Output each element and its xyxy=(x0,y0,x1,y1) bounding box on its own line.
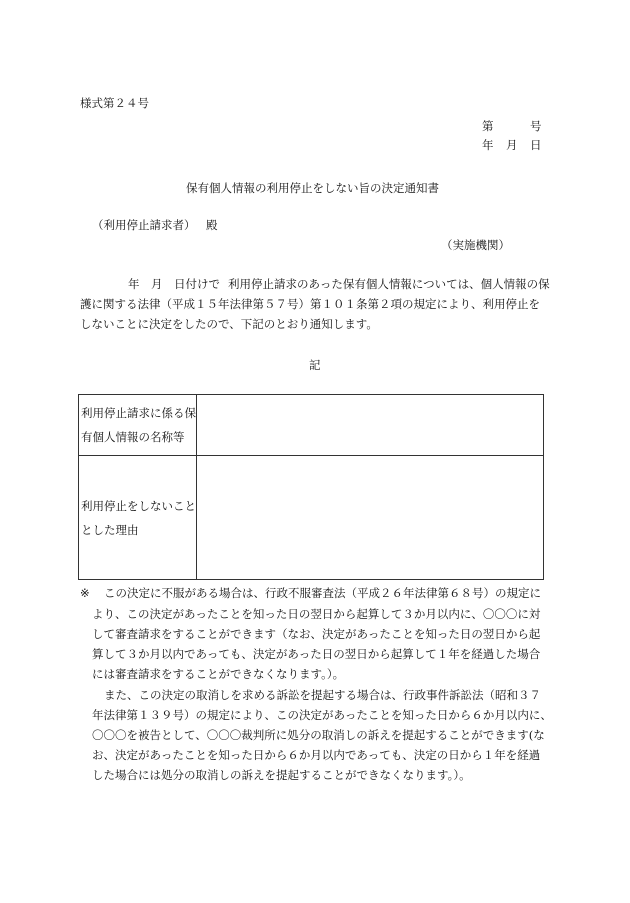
note2-line: お、決定があったことを知った日から６か月以内であっても、決定の日から１年を経過 xyxy=(92,748,541,762)
details-table xyxy=(78,394,544,580)
date-hi: 日 xyxy=(530,138,542,152)
body-line3: しないことに決定をしたので、下記のとおり通知します。 xyxy=(80,317,378,331)
body-date-prefix: 年 月 日付けで xyxy=(128,277,220,291)
note1-line: には審査請求をすることができなくなります。）。 xyxy=(92,667,345,681)
note2-line: また、この決定の取消しを求める訴訟を提起する場合は、行政事件訴訟法（昭和３７ xyxy=(104,688,541,702)
note1-line: して審査請求をすることができます（なお、決定があったことを知った日の翌日から起 xyxy=(92,627,541,641)
doc-number-dai: 第 xyxy=(482,119,494,133)
row1-value-cell xyxy=(197,395,544,456)
row1-label-line2: 有個人情報の名称等 xyxy=(81,430,185,444)
note1-line: 算して３か月以内であっても、決定があった日の翌日から起算して１年を経過した場合 xyxy=(92,647,541,661)
note1-line: この決定に不服がある場合は、行政不服審査法（平成２６年法律第６８号）の規定に xyxy=(104,586,541,600)
row2-label-line1: 利用停止をしないこと xyxy=(81,498,196,513)
document-title: 保有個人情報の利用停止をしない旨の決定通知書 xyxy=(186,181,439,195)
date-tsuki: 月 xyxy=(506,138,518,152)
doc-number-go: 号 xyxy=(530,119,542,133)
addressee-name: （利用停止請求者） xyxy=(92,218,196,232)
note-mark: ※ xyxy=(80,586,90,600)
body-line2: 護に関する法律（平成１５年法律第５７号）第１０１条第２項の規定により、利用停止を xyxy=(80,297,540,311)
row2-value-cell xyxy=(197,456,544,580)
note1-line: より、この決定があったことを知った日の翌日から起算して３か月以内に、〇〇〇に対 xyxy=(92,607,541,621)
agency-label: （実施機関） xyxy=(441,238,510,252)
note2-line: 年法律第１３９号）の規定により、この決定があったことを知った日から６か月以内に、 xyxy=(92,708,552,722)
form-number: 様式第２４号 xyxy=(80,96,149,110)
note2-line: 〇〇〇を被告として、〇〇〇裁判所に処分の取消しの訴えを提起することができます(な xyxy=(92,728,545,742)
date-nen: 年 xyxy=(482,138,494,152)
body-line1: 利用停止請求のあった保有個人情報については、個人情報の保 xyxy=(228,277,550,291)
ki-heading: 記 xyxy=(309,358,321,372)
table-header-cell xyxy=(79,395,197,456)
table-header-cell xyxy=(79,456,197,580)
row2-label-line2: とした理由 xyxy=(81,522,139,537)
addressee-honorific: 殿 xyxy=(206,218,218,232)
note2-line: した場合には処分の取消しの訴えを提起することができなくなります。）。 xyxy=(92,768,471,782)
row1-label-line1: 利用停止請求に係る保 xyxy=(81,406,196,420)
